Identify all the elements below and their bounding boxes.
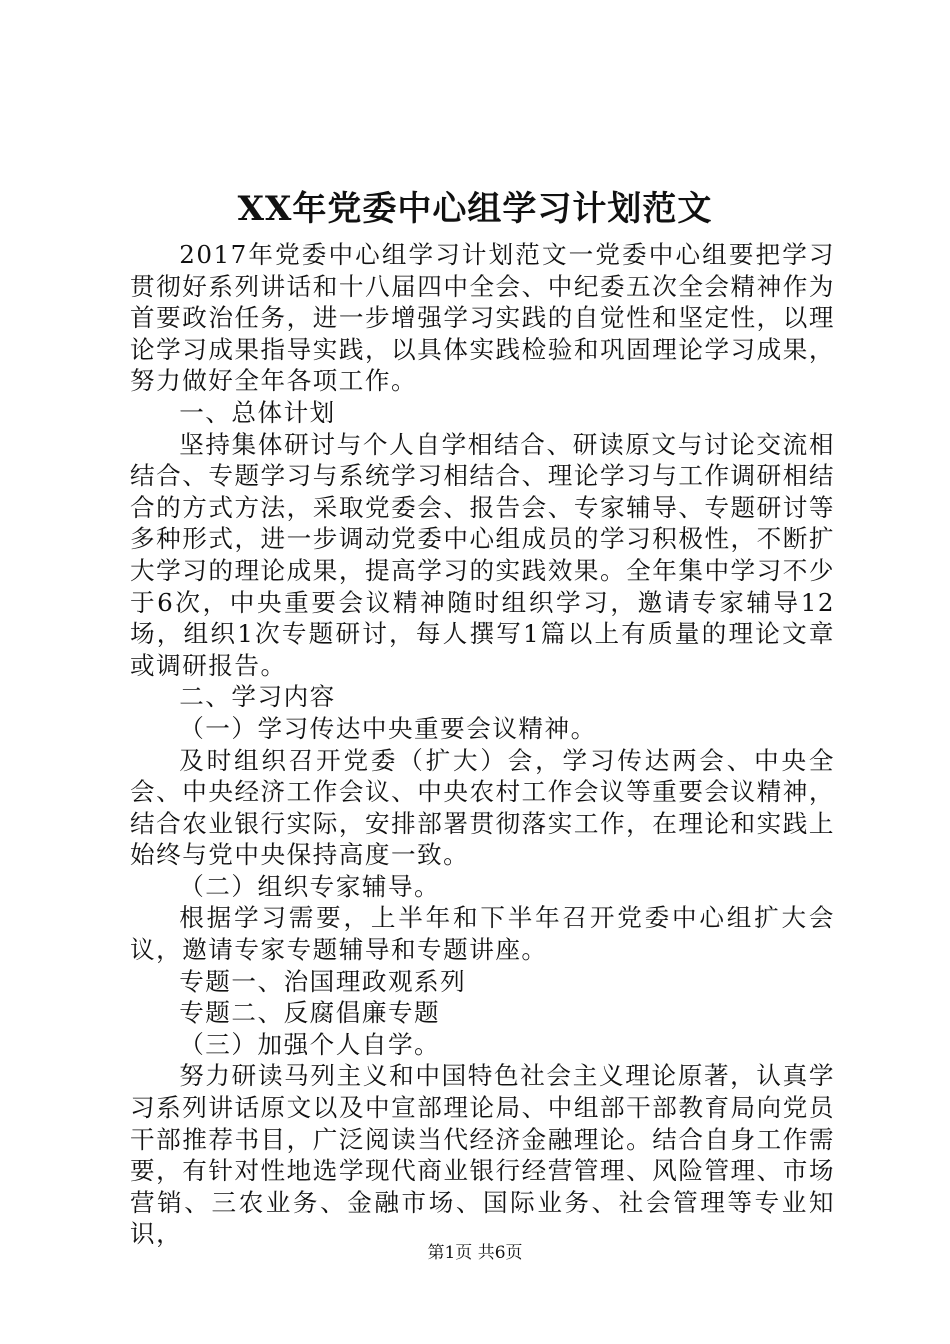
document-body (130, 239, 835, 1250)
subheading-1: （一）学习传达中央重要会议精神。 (179, 713, 597, 743)
subheading-2: （二）组织专家辅导。 (179, 871, 441, 901)
topic-1: 专题一、治国理政观系列 (179, 966, 467, 996)
section-heading-2: 二、学习内容 (179, 682, 336, 712)
document-title: XX年党委中心组学习计划范文 (237, 189, 713, 229)
paragraph-meetings: 及时组织召开党委（扩大）会，学习传达两会、中央全会、中央经济工作会议、中央农村工作会议等重要会议精神，结合农业银行实际，安排部署贯彻落实工作，在理论和实践上始终与党中央保持高度一致。 (130, 745, 835, 870)
topic-2: 专题二、反腐倡廉专题 (179, 998, 441, 1028)
section-heading-1: 一、总体计划 (179, 397, 336, 427)
paragraph-plan: 坚持集体研讨与个人自学相结合、研读原文与讨论交流相结合、专题学习与系统学习相结合、理论学习与工作调研相结合的方式方法，采取党委会、报告会、专家辅导、专题研讨等多种形式，进一步调动党委中心组成员的学习积极性，不断扩大学习的理论成果，提高学习的实践效果。全年集中学习不少于6次，中央重要会议精神随时组织学习，邀请专家辅导12场，组织1次专题研讨，每人撰写1篇以上有质量的理论文章或调研报告。 (130, 429, 835, 680)
page-footer: 第1页 共6页 (427, 1243, 523, 1263)
subheading-3: （三）加强个人自学。 (179, 1029, 441, 1059)
paragraph-self-study: 努力研读马列主义和中国特色社会主义理论原著，认真学习系列讲话原文以及中宣部理论局、中组部干部教育局向党员干部推荐书目，广泛阅读当代经济金融理论。结合自身工作需要，有针对性地选学现代商业银行经营管理、风险管理、市场营销、三农业务、金融市场、国际业务、社会管理等专业知识， (130, 1061, 835, 1249)
paragraph-intro: 2017年党委中心组学习计划范文一党委中心组要把学习贯彻好系列讲话和十八届四中全会、中纪委五次全会精神作为首要政治任务，进一步增强学习实践的自觉性和坚定性，以理论学习成果指导实践，以具体实践检验和巩固理论学习成果，努力做好全年各项工作。 (130, 240, 835, 396)
paragraph-experts: 根据学习需要，上半年和下半年召开党委中心组扩大会议，邀请专家专题辅导和专题讲座。 (130, 903, 835, 965)
